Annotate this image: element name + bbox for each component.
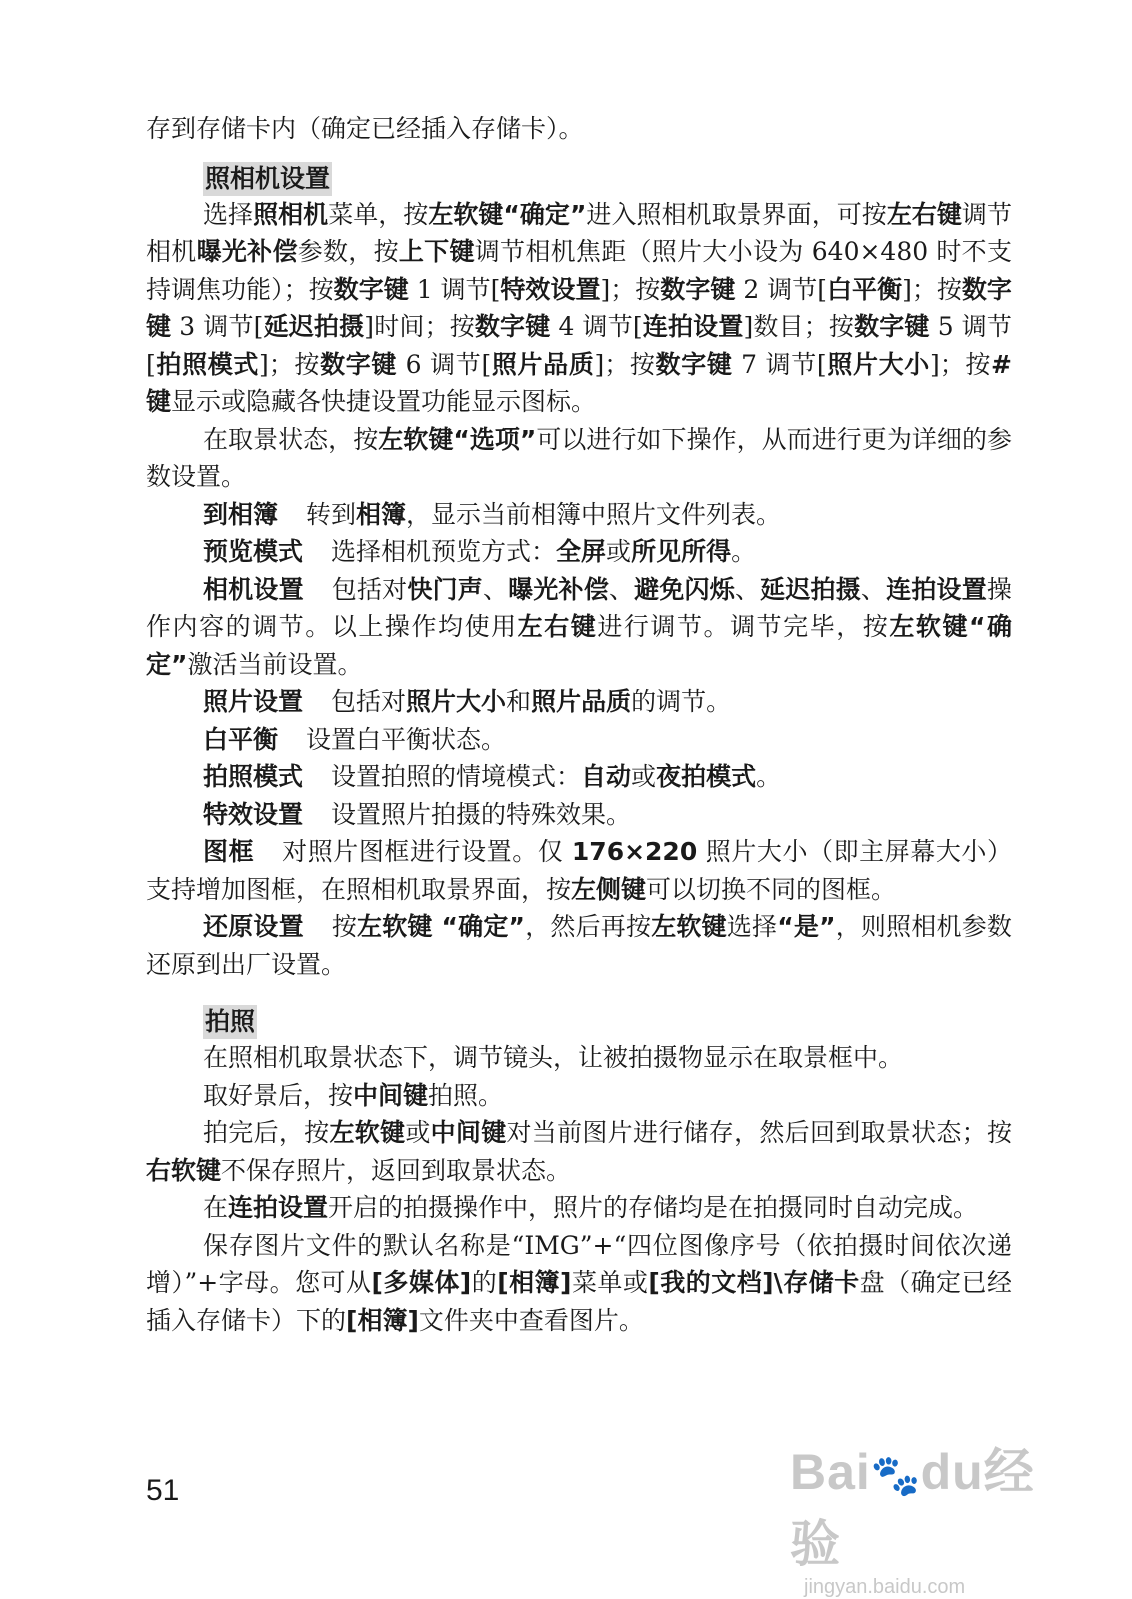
option-item: [146, 683, 1012, 721]
option-term: 到相簿: [203, 499, 279, 529]
shooting-paragraph: [146, 1227, 1012, 1340]
text-run: 。: [731, 537, 757, 566]
bold-term: 自动: [581, 762, 632, 791]
bold-term: 照片大小: [406, 687, 507, 716]
bold-term: “是”: [777, 912, 836, 941]
bold-term: 拍照模式: [155, 349, 260, 379]
text-run: 设置拍照的情境模式：: [331, 762, 582, 791]
text-run: 进入照相机取景界面，可按: [586, 199, 887, 229]
bold-term: 照相机: [253, 199, 329, 229]
text-run: 调节相机焦距（照片大小设为 640×480 时不支持调焦功能）；按: [146, 237, 1012, 304]
text-run: ]；按: [902, 274, 962, 304]
text-run: 可以切换不同的图框。: [646, 874, 897, 904]
bold-term: 数字键: [146, 274, 1012, 341]
text-run: 、: [860, 574, 887, 604]
text-run: ，则照相机参数还原到出厂设置。: [146, 912, 1012, 979]
option-item: [146, 533, 1012, 571]
bold-term: [相簿]: [497, 1268, 572, 1297]
bold-term: 左软键 “确定”: [357, 912, 525, 941]
text-run: 在: [203, 1193, 229, 1222]
bold-term: 数字键: [320, 349, 398, 379]
text-run: 在取景状态，按: [203, 424, 379, 454]
option-item: [146, 908, 1012, 983]
text-run: 对照片图框进行设置。仅: [282, 837, 572, 866]
text-run: 。: [756, 762, 782, 791]
bold-term: 特效设置: [500, 274, 601, 304]
option-item: [146, 721, 1012, 759]
text-run: 或: [606, 537, 632, 566]
bold-term: 左软键: [329, 1118, 406, 1147]
text-run: 文件夹中查看图片。: [418, 1305, 644, 1335]
option-term: 预览模式: [203, 537, 304, 566]
text-run: 5 调节[: [146, 312, 1012, 379]
text-run: 调节相机: [146, 199, 1012, 266]
text-run: ]时间；按: [364, 312, 475, 341]
text-run: 开启的拍摄操作中，照片的存储均是在拍摄同时自动完成。: [328, 1193, 979, 1222]
text-run: 对当前图片进行储存，然后回到取景状态；按: [506, 1118, 1012, 1147]
text-run: 不保存照片，返回到取景状态。: [221, 1155, 572, 1185]
bold-term: 照片品质: [531, 687, 632, 716]
shooting-paragraphs: [146, 1039, 1012, 1339]
bold-term: 夜拍模式: [656, 762, 757, 791]
shooting-paragraph: [146, 1077, 1012, 1115]
text-run: 取好景后，按: [203, 1080, 354, 1110]
text-run: 6 调节[: [397, 349, 492, 379]
option-item: [146, 833, 1012, 908]
text-run: ]数目；按: [743, 312, 855, 341]
text-run: 4 调节[: [550, 312, 643, 341]
bold-term: 照片品质: [491, 349, 595, 379]
section-heading-camera-settings: 照相机设置: [203, 162, 1012, 196]
text-run: 、: [482, 574, 509, 604]
text-run: 设置白平衡状态。: [306, 724, 507, 754]
bold-term: 中间键: [353, 1080, 429, 1110]
bold-term: [我的文档]\存储卡: [648, 1268, 860, 1297]
bold-term: 曝光补偿: [196, 237, 298, 266]
text-run: 菜单或: [571, 1268, 649, 1297]
text-run: 、: [734, 574, 761, 604]
text-run: 拍完后，按: [203, 1118, 330, 1147]
bold-term: 延迟拍摄: [760, 574, 861, 604]
option-item: [146, 571, 1012, 684]
bold-term: 左右键: [517, 612, 598, 641]
text-run: 菜单，按: [328, 199, 429, 229]
text-run: 和: [506, 687, 532, 716]
text-run: 参数，按: [297, 237, 399, 266]
option-term: 照片设置: [203, 687, 304, 716]
bold-term: 中间键: [430, 1118, 507, 1147]
camera-settings-paragraph-2: [146, 421, 1012, 496]
text-run: 选择: [726, 912, 778, 941]
text-run: 在照相机取景状态下，调节镜头，让被拍摄物显示在取景框中。: [203, 1043, 904, 1072]
text-run: 设置照片拍摄的特殊效果。: [331, 799, 632, 829]
bold-term: #键: [146, 349, 1012, 416]
text-run: 或: [631, 762, 657, 791]
options-list: [146, 496, 1012, 984]
bold-term: 左软键“确定”: [146, 612, 1012, 679]
bold-term: 快门声: [407, 574, 483, 604]
bold-term: 数字键: [655, 349, 733, 379]
page-number: 51: [146, 1474, 180, 1507]
shooting-paragraph: [146, 1114, 1012, 1189]
text-run: 、: [608, 574, 635, 604]
bold-term: 避免闪烁: [634, 574, 735, 604]
text-run: 2 调节[: [735, 274, 828, 304]
option-term: 特效设置: [203, 799, 304, 829]
lead-paragraph: 存到存储卡内（确定已经插入存储卡）。: [146, 114, 584, 143]
bold-term: 连拍设置: [886, 574, 987, 604]
option-item: [146, 758, 1012, 796]
text-run: ，显示当前相簿中照片文件列表。: [406, 499, 782, 529]
text-run: 可以进行如下操作，从而进行更为详细的参数设置。: [146, 424, 1012, 491]
text-run: 盘（确定已经插入存储卡）下的: [146, 1268, 1012, 1335]
text-run: ]；按: [929, 349, 991, 379]
option-item: [146, 496, 1012, 534]
text-run: 按: [331, 912, 358, 941]
bold-term: 连拍设置: [642, 312, 744, 341]
bold-term: [多媒体]: [371, 1268, 472, 1297]
bold-term: 全屏: [556, 537, 607, 566]
bold-term: 上下键: [398, 237, 475, 266]
bold-term: 数字键: [333, 274, 409, 304]
text-run: 7 调节[: [732, 349, 827, 379]
text-run: 保存图片文件的默认名称是“IMG”+“四位图像序号（依拍摄时间依次递增）”+字母。您可从: [146, 1230, 1012, 1297]
shooting-paragraph: [146, 1189, 1012, 1227]
option-term: 图框: [203, 837, 255, 866]
bold-term: 左软键: [651, 912, 727, 941]
bold-term: 右软键: [146, 1155, 222, 1185]
text-run: ]；按: [594, 349, 656, 379]
option-term: 白平衡: [203, 724, 279, 754]
text-run: ]；按: [600, 274, 661, 304]
shooting-paragraph: [146, 1039, 1012, 1077]
bold-term: 照片大小: [826, 349, 930, 379]
text-run: 显示或隐藏各快捷设置功能显示图标。: [171, 387, 597, 416]
bold-term: 左软键“确定”: [428, 199, 587, 229]
baidu-jingyan-watermark: Bai🐾du经验 jingyan.baidu.com: [790, 1444, 1035, 1598]
text-run: 照片大小（即主屏幕大小）支持增加图框，在照相机取景界面，按: [146, 837, 1012, 904]
text-run: 激活当前设置。: [187, 649, 363, 679]
bold-term: 曝光补偿: [508, 574, 609, 604]
text-run: 进行调节。调节完毕，按: [597, 612, 890, 641]
bold-term: 白平衡: [827, 274, 903, 304]
section-heading-shooting: 拍照: [203, 1005, 1012, 1039]
document-page: [146, 110, 1012, 1339]
bold-term: 连拍设置: [228, 1193, 329, 1222]
bold-term: [相簿]: [346, 1305, 419, 1335]
option-item: [146, 796, 1012, 834]
text-run: ]；按: [259, 349, 321, 379]
bold-term: 左侧键: [571, 874, 647, 904]
option-term: 拍照模式: [203, 762, 304, 791]
text-run: 转到: [306, 499, 357, 529]
text-run: 选择相机预览方式：: [331, 537, 557, 566]
bold-term: 所见所得: [631, 537, 732, 566]
text-run: 拍照。: [428, 1080, 504, 1110]
text-run: ，然后再按: [525, 912, 652, 941]
text-run: 操作内容的调节。以上操作均使用: [146, 574, 1012, 641]
bold-term: 数字键: [474, 312, 551, 341]
option-term: 相机设置: [203, 574, 304, 604]
text-run: 或: [405, 1118, 431, 1147]
bold-term: 相簿: [356, 499, 407, 529]
text-run: 选择: [203, 199, 254, 229]
text-run: 1 调节[: [408, 274, 501, 304]
bold-term: 数字键: [854, 312, 930, 341]
text-run: 包括对: [331, 574, 408, 604]
paw-icon: 🐾: [870, 1454, 921, 1498]
bold-term: 左软键“选项”: [378, 424, 537, 454]
camera-settings-paragraph-1: [146, 196, 1012, 421]
bold-term: 左右键: [886, 199, 962, 229]
bold-term: 数字键: [660, 274, 736, 304]
text-run: 3 调节[: [171, 312, 264, 341]
bold-term: 延迟拍摄: [263, 312, 365, 341]
option-term: 还原设置: [203, 912, 304, 941]
bold-term: 176×220: [571, 837, 698, 866]
text-run: 包括对: [331, 687, 407, 716]
text-run: 的调节。: [631, 687, 732, 716]
text-run: 的: [471, 1268, 498, 1297]
